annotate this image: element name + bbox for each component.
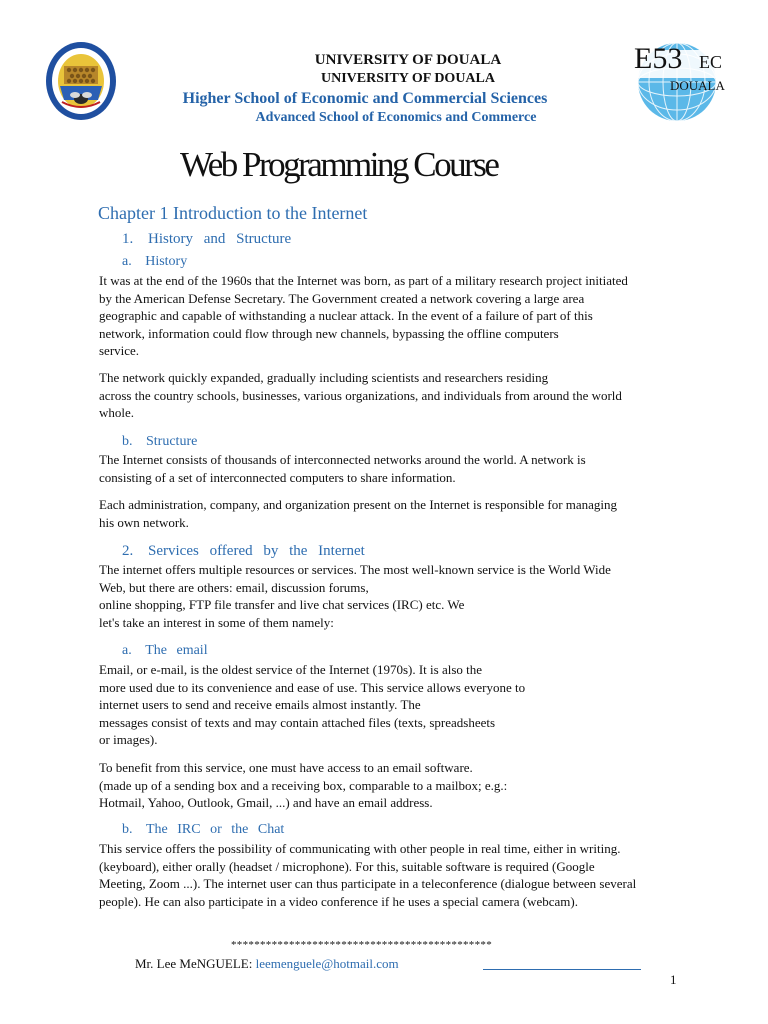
text-line: or images).: [99, 732, 158, 748]
section-2b-title: The IRC or the Chat: [146, 822, 285, 837]
email-paragraph-2: [99, 759, 699, 812]
section-2-title: Services offered by the Internet: [148, 543, 365, 559]
school-name-line1: Higher School of Economic and Commercial Sciences: [182, 90, 548, 107]
school-name-line2: Advanced School of Economics and Commerce: [255, 110, 537, 125]
history-paragraph-1: [99, 272, 699, 360]
structure-paragraph-2: [99, 496, 699, 531]
text-line: The Internet consists of thousands of interconnected networks around the world. A network is: [99, 452, 586, 467]
text-line: (made up of a sending box and a receiving box, comparable to a mailbox; e.g.:: [99, 777, 508, 793]
text-line: more used due to its convenience and ease of use. This service allows everyone to: [99, 679, 526, 695]
section-2b-number: b.: [122, 822, 133, 837]
text-line: geographic and capable of withstanding a nuclear attack. In the event of a failure of part of this: [99, 308, 593, 324]
history-paragraph-2: [99, 369, 699, 422]
essec-logo-city-text: DOUALA: [670, 78, 725, 93]
text-line: To benefit from this service, one must have access to an email software.: [99, 760, 473, 775]
text-line: (keyboard), either orally (headset / microphone). For this, suitable software is required (Google: [99, 858, 595, 874]
structure-paragraph-1: [99, 451, 699, 486]
text-line: across the country schools, businesses, various organizations, and individuals from around the world: [99, 387, 622, 403]
document-title: Web Programming Course: [180, 145, 498, 184]
text-line: online shopping, FTP file transfer and live chat services (IRC) etc. We: [99, 597, 465, 613]
text-line: by the American Defense Secretary. The Government created a network covering a large area: [99, 290, 585, 306]
university-name-line1: UNIVERSITY OF DOUALA: [314, 52, 502, 68]
section-2-heading: [122, 543, 365, 560]
text-line: service.: [99, 343, 140, 359]
text-line: The internet offers multiple resources or services. The most well-known service is the World Wide: [99, 562, 611, 577]
section-2a-heading: [122, 643, 208, 659]
footer-author-line: [135, 956, 399, 972]
essec-logo-main-text: E53: [634, 42, 683, 75]
section-1a-heading: [122, 254, 187, 270]
university-name-line2: UNIVERSITY OF DOUALA: [321, 71, 495, 86]
text-line: internet users to send and receive emails almost instantly. The: [99, 697, 421, 713]
section-2a-number: a.: [122, 643, 132, 658]
author-email-link[interactable]: leemenguele@hotmail.com: [255, 956, 399, 971]
section-1-heading: [122, 231, 291, 248]
text-line: Email, or e-mail, is the oldest service of the Internet (1970s). It is also the: [99, 662, 483, 677]
services-paragraph: [99, 561, 699, 631]
text-line: messages consist of texts and may contain attached files (texts, spreadsheets: [99, 714, 496, 730]
text-line: Meeting, Zoom ...). The internet user can thus participate in a teleconference (dialogue between several: [99, 876, 637, 892]
section-2-number: 2.: [122, 543, 134, 559]
section-1b-number: b.: [122, 434, 133, 449]
section-1b-heading: [122, 434, 197, 450]
text-line: Hotmail, Yahoo, Outlook, Gmail, ...) and have an email address.: [99, 795, 433, 811]
irc-paragraph: [99, 840, 699, 910]
section-1a-title: History: [145, 254, 188, 269]
text-line: The network quickly expanded, gradually including scientists and researchers residing: [99, 370, 549, 385]
text-line: whole.: [99, 405, 135, 421]
author-name: Mr. Lee MeNGUELE:: [135, 956, 253, 971]
text-line: network, information could flow through new channels, bypassing the offline computers: [99, 325, 559, 341]
text-line: consisting of a set of interconnected computers to share information.: [99, 469, 456, 485]
section-2b-heading: [122, 822, 284, 838]
email-paragraph-1: [99, 661, 699, 749]
section-2a-title: The email: [145, 643, 208, 658]
footer-rule: [483, 969, 641, 970]
text-line: Web, but there are others: email, discussion forums,: [99, 579, 369, 595]
section-1a-number: a.: [122, 254, 132, 269]
text-line: let's take an interest in some of them namely:: [99, 614, 334, 630]
section-1b-title: Structure: [146, 434, 198, 449]
page-number: 1: [670, 972, 677, 987]
text-line: This service offers the possibility of communicating with other people in real time, either in writing.: [99, 841, 621, 856]
essec-logo-sub-text: EC: [699, 52, 723, 72]
text-line: his own network.: [99, 514, 189, 530]
section-1-number: 1.: [122, 231, 134, 247]
text-line: people). He can also participate in a video conference if he uses a special camera (webcam).: [99, 893, 578, 909]
text-line: Each administration, company, and organization present on the Internet is responsible for managing: [99, 497, 618, 512]
footer-separator: *********************************************: [231, 939, 492, 951]
text-line: It was at the end of the 1960s that the Internet was born, as part of a military research project initiated: [99, 273, 628, 288]
chapter-heading: Chapter 1 Introduction to the Internet: [98, 203, 368, 223]
section-1-title: History and Structure: [148, 231, 292, 247]
